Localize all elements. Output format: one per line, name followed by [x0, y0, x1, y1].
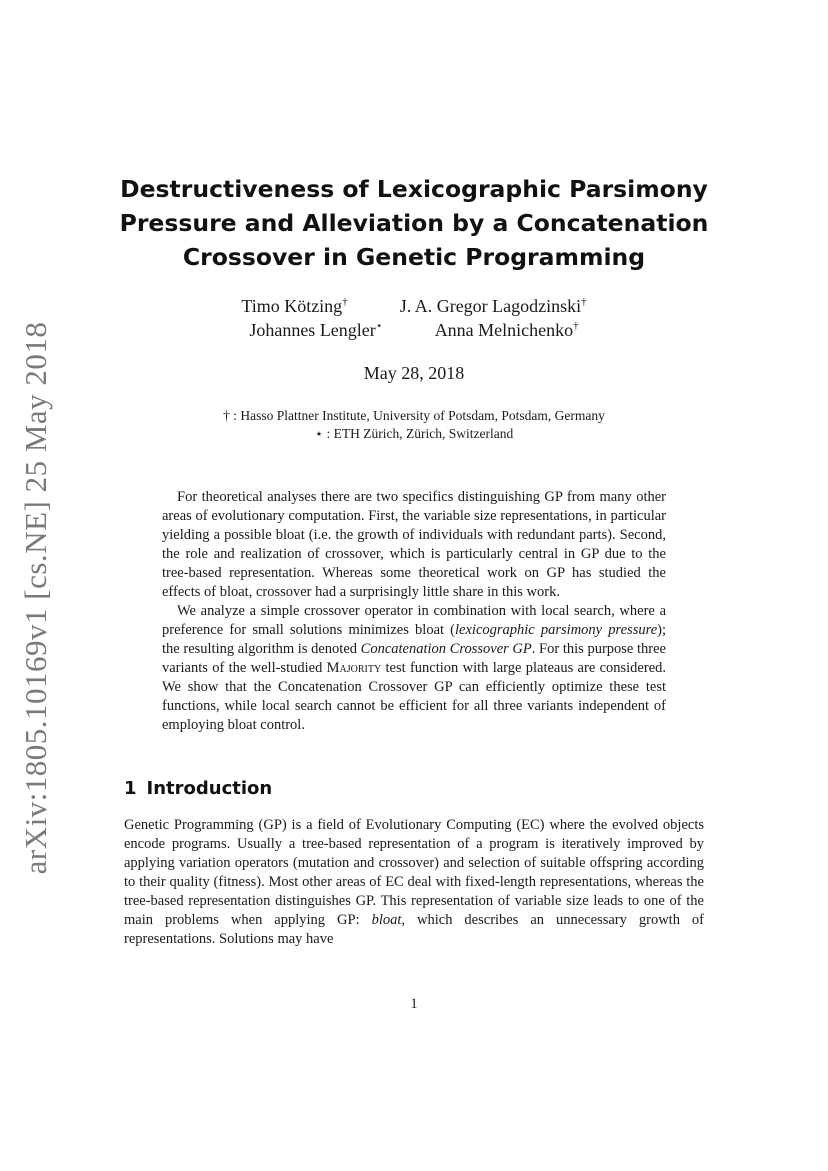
majority-function-name: Majority	[326, 660, 382, 676]
title-line-2: Pressure and Alleviation by a Concatenation	[119, 209, 709, 237]
author-row-1	[100, 294, 728, 318]
author: Timo Kötzing†	[241, 296, 348, 316]
affiliation-mark: †	[342, 296, 348, 308]
abstract-paragraph: We analyze a simple crossover operator in combination with local search, where a preference for small solutions minimizes bloat (lexicographic parsimony pressure); the resulting algorithm is denoted Concatenation Crossover GP. For this purpose three variants of the well-studied Majority test function with large plateaus are considered. We show that the Concatenation Crossover GP can efficiently optimize these test functions, while local search cannot be efficient for all three variants independent of employing bloat control.	[162, 603, 667, 733]
section-title: Introduction	[146, 778, 273, 799]
paper-title	[100, 172, 728, 274]
affiliation-mark: ⋆	[375, 320, 383, 332]
author: J. A. Gregor Lagodzinski†	[399, 296, 587, 316]
section-number: 1	[124, 778, 137, 799]
page-number: 1	[410, 996, 418, 1012]
author-list	[100, 294, 728, 342]
author-row-2	[100, 318, 728, 342]
abstract	[162, 488, 666, 735]
author: Anna Melnichenko†	[434, 320, 579, 340]
affiliation-mark: †	[573, 320, 579, 332]
arxiv-stamp: arXiv:1805.10169v1 [cs.NE] 25 May 2018	[18, 321, 53, 875]
intro-paragraph: Genetic Programming (GP) is a field of Evolutionary Computing (EC) where the evolved objects encode programs. Usually a tree-based representation of a program is iteratively improved by applying variation operators (mutation and crossover) and selection of suitable offspring according to their quality (fitness). Most other areas of EC deal with fixed-length representations, whereas the tree-based representation distinguishes GP. This representation of variable size leads to one of the main problems when applying GP: bloat, which describes an unnecessary growth of representations. Solutions may have	[124, 817, 705, 947]
affiliation: † : Hasso Plattner Institute, University of Potsdam, Potsdam, Germany	[223, 408, 605, 423]
section-heading	[124, 778, 272, 799]
affiliation-mark: †	[581, 296, 587, 308]
abstract-paragraph: For theoretical analyses there are two specifics distinguishing GP from many other areas of evolutionary computation. First, the variable size representations, in particular yielding a possible bloat (i.e. the growth of individuals with redundant parts). Second, the role and realization of crossover, which is particularly central in GP due to the tree-based representation. Whereas some theoretical work on GP has studied the effects of bloat, crossover had a surprisingly little share in this work.	[162, 489, 666, 600]
affiliations	[100, 407, 728, 443]
paper-date: May 28, 2018	[363, 363, 465, 383]
title-line-3: Crossover in Genetic Programming	[182, 243, 646, 271]
author: Johannes Lengler⋆	[249, 320, 383, 340]
title-line-1: Destructiveness of Lexicographic Parsimony	[120, 175, 708, 203]
affiliation: ⋆ : ETH Zürich, Zürich, Switzerland	[314, 426, 514, 441]
